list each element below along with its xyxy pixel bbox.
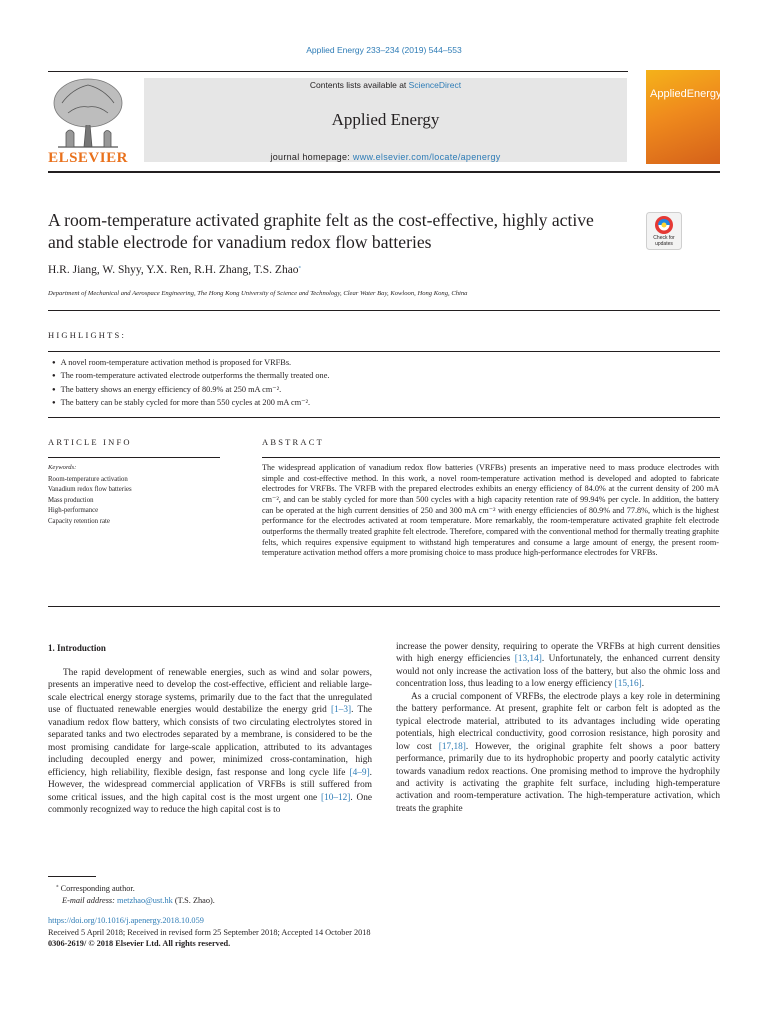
text-run: . xyxy=(641,679,645,690)
header-top-rule xyxy=(48,71,628,72)
introduction-heading: 1. Introduction xyxy=(48,643,106,653)
copyright-line: 0306-2619/ © 2018 Elsevier Ltd. All rights reserved. xyxy=(48,939,231,948)
keyword-item: High-performance xyxy=(48,507,99,515)
intro-paragraph-2 xyxy=(396,691,720,816)
keyword-item: Vanadium redox flow batteries xyxy=(48,486,132,494)
email-suffix: (T.S. Zhao). xyxy=(172,895,215,905)
email-label: E-mail address: xyxy=(62,895,117,905)
text-run: increase the power density, requiring to operate the VRFBs at high current densities with high energy efficiencies xyxy=(396,642,720,665)
body-column-left xyxy=(48,667,372,816)
badge-line-1: Check for xyxy=(653,235,675,241)
received-dates: Received 5 April 2018; Received in revised form 25 September 2018; Accepted 14 October 2018 xyxy=(48,927,371,937)
contents-prefix: Contents lists available at xyxy=(309,80,409,90)
highlight-item: ● The battery shows an energy efficiency of 80.9% at 250 mA cm⁻². xyxy=(52,384,329,397)
cover-title: AppliedEnergy xyxy=(650,88,722,100)
citation-link[interactable]: [13,14] xyxy=(514,654,542,665)
homepage-prefix: journal homepage: xyxy=(270,152,353,162)
article-title: A room-temperature activated graphite felt as the cost-effective, highly active and stable electrode for vanadium redox flow batteries xyxy=(48,210,594,252)
author-list xyxy=(48,264,301,276)
text-run: . However, the widespread commercial application of VRFBs is still suffered from some critical issues, and the high capital cost is the most urgent one xyxy=(48,767,372,803)
corresponding-label: Corresponding author. xyxy=(60,883,135,893)
citation-link[interactable]: [4–9] xyxy=(349,767,370,778)
intro-paragraph-1-cont xyxy=(396,641,720,691)
keyword-item: Room-temperature activation xyxy=(48,476,128,483)
header-bottom-rule xyxy=(48,171,720,173)
intro-paragraph-1 xyxy=(48,667,372,816)
citation-link[interactable]: [10–12] xyxy=(320,792,351,803)
citation-link[interactable]: [15,16] xyxy=(614,679,642,690)
elsevier-wordmark: ELSEVIER xyxy=(48,150,128,166)
keywords-list xyxy=(48,475,132,527)
footnote-mark: ⁎ xyxy=(56,884,59,889)
highlights-top-rule xyxy=(48,351,720,352)
badge-line-2: updates xyxy=(655,240,673,247)
check-for-updates-label xyxy=(646,236,682,247)
highlight-item: ● A novel room-temperature activation method is proposed for VRFBs. xyxy=(52,357,329,370)
corresponding-note xyxy=(48,881,215,895)
text-run: The rapid development of renewable energies, such as wind and solar powers, presents an imperative need to develop the cost-effective, efficient and reliable large-scale electrical energy storage systems, primarily due to the fact that the unregulated use of fluctuated renewable energies would destabilize the energy grid xyxy=(48,668,372,716)
author-affiliation: Department of Mechanical and Aerospace Engineering, The Hong Kong University of Science and Technology, Clear Water Bay, Kowloon, Hong Kong, China xyxy=(48,290,468,297)
abstract-text: The widespread application of vanadium redox flow batteries (VRFBs) presents an imperative need to mass produce electrodes with simple and cost-effective method. In this work, a novel room-temperature activation method is developed and adopted to fabricate electrodes for VRFBs. The VRFB with the prepared electrodes exhibits an energy efficiency of 84.0% at the current density of 200 mA cm⁻², and can be stably cycled for more than 500 cycles with a high capacity retention rate of 99.94% per cycle. In addition, the battery can be operated at the high current densities of 250 and 300 mA cm⁻² with energy efficiencies of 80.9% and 77.8%, which is the highest performance for the electrodes activated at room temperature. More remarkably, the room-temperature activated graphite felt electrode outperforms the thermally treated graphite felt electrode. Therefore, compared with the conventional method for thermally treating graphite felts, which requires expensive equipment to withstand high temperatures and consume a large amount of energy, the present room-temperature activation method offers a more promising choice to mass produce high-performance electrodes for VRFBs. xyxy=(262,463,719,558)
text-run: . Unfortunately, the enhanced current density would not only increase the activation loss of the battery, but also the ohmic loss and concentration loss, thus leading to a low energy efficiency xyxy=(396,654,720,690)
footnote xyxy=(48,881,215,907)
journal-reference[interactable]: Applied Energy 233–234 (2019) 544–553 xyxy=(306,45,462,55)
email-line xyxy=(48,895,215,907)
abstract-bottom-rule xyxy=(48,606,720,607)
highlights-bottom-rule xyxy=(48,417,720,418)
contents-line xyxy=(144,80,627,90)
journal-cover-image[interactable] xyxy=(646,70,720,164)
keywords-label: Keywords: xyxy=(48,464,77,471)
keyword-item: Capacity retention rate xyxy=(48,517,110,525)
doi-block xyxy=(48,915,371,950)
abstract-heading: ABSTRACT xyxy=(262,437,324,447)
corresponding-author-mark[interactable]: ⁎ xyxy=(298,265,302,271)
authors-text: H.R. Jiang, W. Shyy, Y.X. Ren, R.H. Zhang, T.S. Zhao xyxy=(48,264,299,276)
journal-homepage xyxy=(144,152,627,162)
homepage-link[interactable]: www.elsevier.com/locate/apenergy xyxy=(352,152,501,162)
text-run: . However, the original graphite felt shows a poor battery performance, primarily due to its hydrophobic property and poorly catalytic activity towards vanadium redox reactions. One promising method to improve the hydrophily and activity is activating the graphite felt surface, including high-temperature activation and room-temperature activation. The high-temperature activation, which treats the graphite xyxy=(396,741,720,814)
affiliation-rule xyxy=(48,310,720,311)
doi-link[interactable]: https://doi.org/10.1016/j.apenergy.2018.10.059 xyxy=(48,916,204,925)
highlights-list xyxy=(52,357,329,411)
article-info-rule xyxy=(48,457,220,458)
highlight-item: ● The battery can be stably cycled for more than 550 cycles at 200 mA cm⁻². xyxy=(52,397,329,410)
abstract-top-rule xyxy=(262,457,720,458)
highlight-item: ● The room-temperature activated electrode outperforms the thermally treated one. xyxy=(52,370,329,383)
text-run: As a crucial component of VRFBs, the electrode plays a key role in determining the battery performance. At present, graphite felt or carbon felt is adopted as the typical electrode material, attributed to its advantages including wide operating potentials, high electrical conductivity, good corrosion resistance, high porosity and low cost xyxy=(396,691,720,752)
article-info-heading: ARTICLE INFO xyxy=(48,437,132,447)
highlights-heading: HIGHLIGHTS: xyxy=(48,330,127,340)
text-run: . One commonly recognized way to reduce the high capital cost is to xyxy=(48,792,373,815)
citation-link[interactable]: [17,18] xyxy=(438,741,466,752)
keyword-item: Mass production xyxy=(48,496,94,504)
sciencedirect-link[interactable]: ScienceDirect xyxy=(408,80,462,90)
footnote-rule xyxy=(48,876,96,877)
text-run: . The vanadium redox flow battery, which consists of two circulating electrolytes stored in separated tanks and two electrodes separated by a membrane, is considered to be the most promising candidate for large-scale application, attributed to its advantages including decoupled energy and power, minimized cross-contamination, high efficiency, high reliability, flexible design, fast response and long cycle life xyxy=(48,705,372,778)
body-column-right xyxy=(396,641,720,815)
citation-link[interactable]: [1–3] xyxy=(331,705,352,716)
email-link[interactable]: metzhao@ust.hk xyxy=(117,895,173,905)
journal-name: Applied Energy xyxy=(331,110,440,129)
